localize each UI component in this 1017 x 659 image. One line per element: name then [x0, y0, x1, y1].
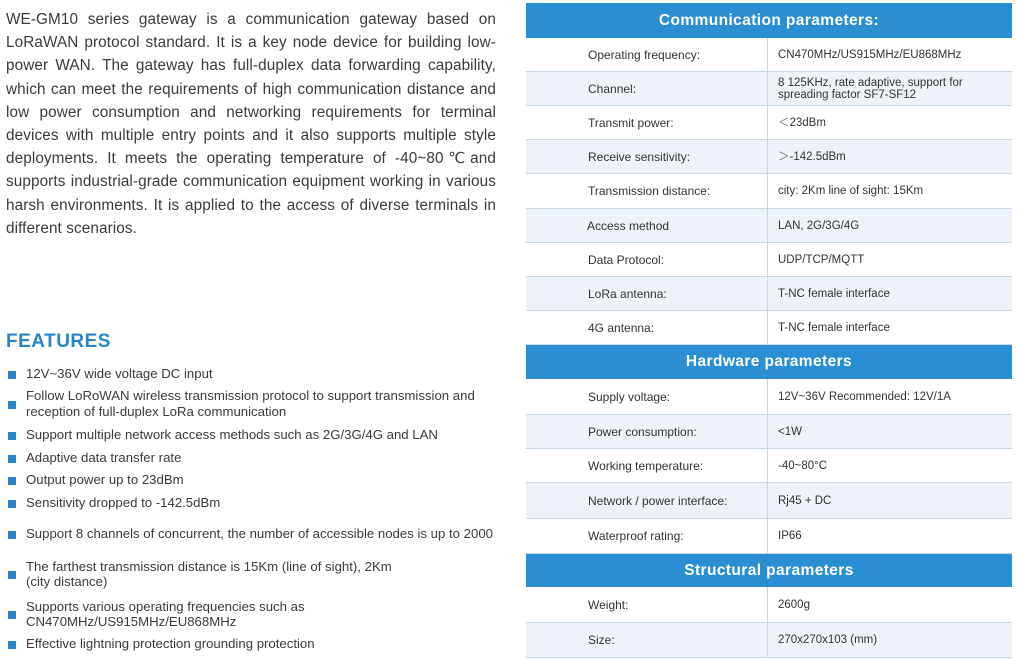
- param-value: 12V~36V Recommended: 12V/1A: [778, 390, 951, 403]
- table-row: [526, 623, 1012, 658]
- table-row: [526, 483, 1012, 519]
- square-bullet-icon: [8, 500, 16, 508]
- structural-header: Structural parameters: [526, 554, 1012, 587]
- param-value: CN470MHz/US915MHz/EU868MHz: [778, 48, 962, 61]
- param-label: Power consumption:: [526, 415, 768, 448]
- param-label: Channel:: [526, 72, 768, 105]
- param-label: Size:: [526, 623, 768, 657]
- table-row: [526, 587, 1012, 623]
- table-row: [526, 72, 1012, 106]
- square-bullet-icon: [8, 371, 16, 379]
- param-value: -40~80°C: [778, 459, 828, 472]
- param-label: LoRa antenna:: [526, 277, 768, 310]
- parameters-table: [526, 3, 1012, 658]
- square-bullet-icon: [8, 571, 16, 579]
- feature-item: Adaptive data transfer rate: [8, 446, 498, 469]
- hardware-header: Hardware parameters: [526, 345, 1012, 379]
- param-label: Data Protocol:: [526, 243, 768, 276]
- param-value: 8 125KHz, rate adaptive, support for spreading factor SF7-SF12: [778, 76, 963, 101]
- feature-item: Support 8 channels of concurrent, the number of accessible nodes is up to 2000: [8, 514, 498, 554]
- table-row: [526, 140, 1012, 174]
- param-value: Rj45 + DC: [778, 494, 832, 507]
- param-value: ＞-142.5dBm: [778, 150, 846, 163]
- square-bullet-icon: [8, 455, 16, 463]
- param-label: Transmit power:: [526, 106, 768, 139]
- param-label: Operating frequency:: [526, 38, 768, 71]
- param-value: ＜23dBm: [778, 116, 826, 129]
- feature-item: Sensitivity dropped to -142.5dBm: [8, 491, 498, 514]
- param-value: T-NC female interface: [778, 321, 890, 334]
- param-value: IP66: [778, 530, 802, 542]
- table-row: [526, 519, 1012, 554]
- features-title: FEATURES: [6, 331, 111, 352]
- param-label: Transmission distance:: [526, 174, 768, 208]
- param-value: LAN, 2G/3G/4G: [778, 219, 860, 232]
- param-label: 4G antenna:: [526, 311, 768, 344]
- table-row: [526, 174, 1012, 209]
- table-row: [526, 38, 1012, 72]
- param-label: Receive sensitivity:: [526, 140, 768, 173]
- intro-section: [6, 8, 496, 240]
- param-value: <1W: [778, 425, 802, 438]
- square-bullet-icon: [8, 531, 16, 539]
- table-row: [526, 311, 1012, 345]
- square-bullet-icon: [8, 401, 16, 409]
- square-bullet-icon: [8, 641, 16, 649]
- square-bullet-icon: [8, 432, 16, 440]
- feature-item: Support multiple network access methods such as 2G/3G/4G and LAN: [8, 423, 498, 446]
- param-label: Access method: [526, 209, 768, 242]
- table-row: [526, 415, 1012, 449]
- table-row: [526, 243, 1012, 277]
- param-value: city: 2Km line of sight: 15Km: [778, 185, 924, 197]
- features-list: [8, 364, 498, 654]
- square-bullet-icon: [8, 611, 16, 619]
- param-value: T-NC female interface: [778, 287, 890, 300]
- communication-header: Communication parameters:: [526, 3, 1012, 38]
- param-label: Supply voltage:: [526, 379, 768, 414]
- table-row: [526, 449, 1012, 483]
- table-row: [526, 379, 1012, 415]
- table-row: [526, 106, 1012, 140]
- table-row: [526, 277, 1012, 311]
- square-bullet-icon: [8, 477, 16, 485]
- param-label: Waterproof rating:: [526, 519, 768, 553]
- param-value: 270x270x103 (mm): [778, 634, 878, 646]
- param-value: 2600g: [778, 598, 810, 611]
- intro-paragraph: WE-GM10 series gateway is a communication gateway based on LoRaWAN protocol standard. It is a key node device for building low-power WAN. The gateway has full-duplex data forwarding capability, which can meet the requirements of high communication distance and low power consumption and networking requirements for terminal devices with multiple entry points and it also supports multiple style deployments. It meets the operating temperature of -40~80℃and supports industrial-grade communication equipment working in various harsh environments. It is applied to the access of diverse terminals in different scenarios.: [6, 11, 496, 237]
- feature-item: Output power up to 23dBm: [8, 469, 498, 491]
- table-row: [526, 209, 1012, 243]
- param-label: Working temperature:: [526, 449, 768, 482]
- feature-item: Effective lightning protection grounding protection: [8, 634, 498, 654]
- feature-item: Follow LoRoWAN wireless transmission protocol to support transmission and reception of full-duplex LoRa communication: [8, 384, 498, 423]
- feature-item: The farthest transmission distance is 15Km (line of sight), 2Km (city distance): [8, 554, 498, 594]
- param-label: Weight:: [526, 587, 768, 622]
- feature-item: 12V~36V wide voltage DC input: [8, 364, 498, 384]
- feature-item: Supports various operating frequencies such as CN470MHz/US915MHz/EU868MHz: [8, 594, 498, 634]
- param-value: UDP/TCP/MQTT: [778, 253, 865, 266]
- param-label: Network / power interface:: [526, 483, 768, 518]
